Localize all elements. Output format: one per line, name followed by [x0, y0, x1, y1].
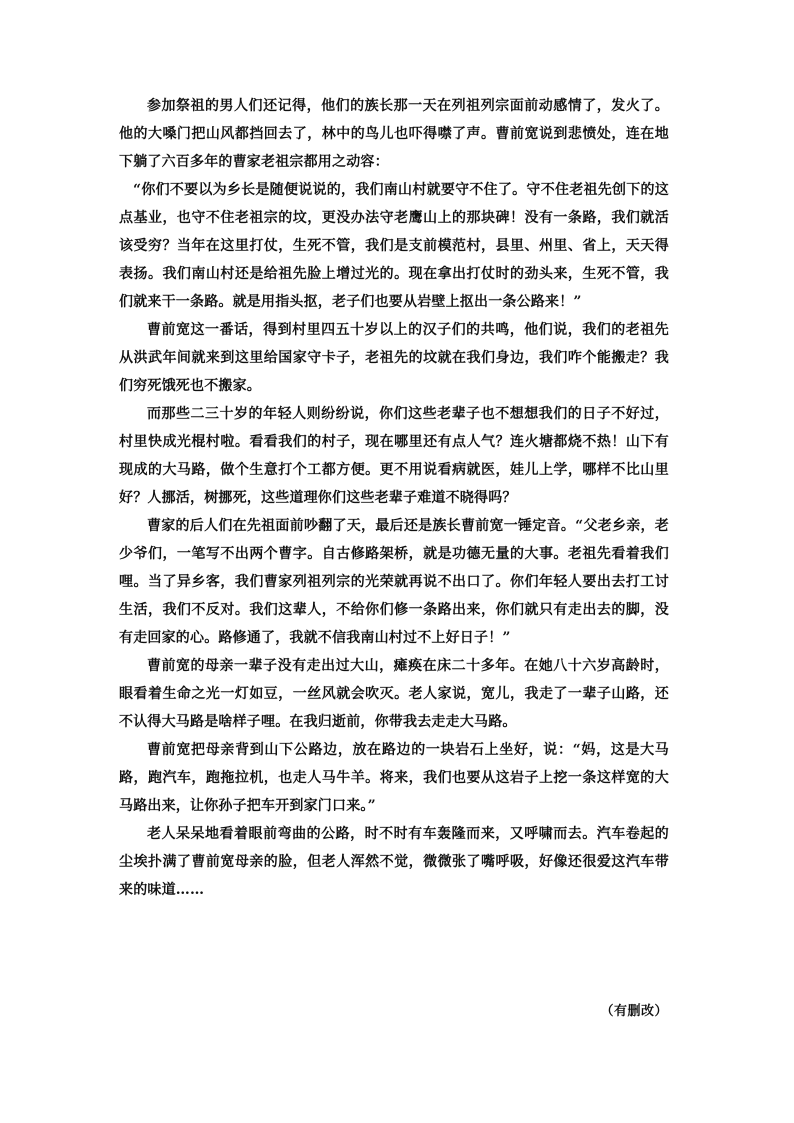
paragraph-5: 曹家的后人们在先祖面前吵翻了天，最后还是族长曹前宽一锤定音。“父老乡亲，老少爷们，一笔写不出两个曹字。自古修路架桥，就是功德无量的大事。老祖先看着我们哩。当了异乡客，我们曹家列祖列宗的光荣就再说不出口了。你们年轻人要出去打工讨生活，我们不反对。我们这辈人，不给你们修一条路出来，你们就只有走出去的脚，没有走回家的心。路修通了，我就不信我南山村过不上好日子！”: [119, 518, 669, 646]
paragraph-8: 老人呆呆地看着眼前弯曲的公路，时不时有车轰隆而来，又呼啸而去。汽车卷起的尘埃扑满了曹前宽母亲的脸，但老人浑然不觉，微微张了嘴呼吸，好像还很爱这汽车带来的味道……: [119, 826, 669, 898]
paragraph-7: 曹前宽把母亲背到山下公路边，放在路边的一块岩石上坐好，说：“妈，这是大马路，跑汽车，跑拖拉机，也走人马牛羊。将来，我们也要从这岩子上挖一条这样宽的大马路出来，让你孙子把车开到家门口来。”: [119, 742, 669, 814]
paragraph-1: 参加祭祖的男人们还记得，他们的族长那一天在列祖列宗面前动感情了，发火了。他的大嗓门把山风都挡回去了，林中的鸟儿也吓得噤了声。曹前宽说到悲愤处，连在地下躺了六百多年的曹家老祖宗都用之动容：: [119, 98, 669, 170]
paragraph-6: 曹前宽的母亲一辈子没有走出过大山，瘫痪在床二十多年。在她八十六岁高龄时，眼看着生命之光一灯如豆，一丝风就会吹灭。老人家说，宽儿，我走了一辈子山路，还不认得大马路是啥样子哩。在我归逝前，你带我去走走大马路。: [119, 658, 669, 730]
paragraph-4: 而那些二三十岁的年轻人则纷纷说，你们这些老辈子也不想想我们的日子不好过，村里快成光棍村啦。看看我们的村子，现在哪里还有点人气？连火塘都烧不热！山下有现成的大马路，做个生意打个工都方便。更不用说看病就医，娃儿上学，哪样不比山里好？人挪活，树挪死，这些道理你们这些老辈子难道不晓得吗？: [119, 406, 669, 506]
paragraph-2-quote: “你们不要以为乡长是随便说说的，我们南山村就要守不住了。守不住老祖先创下的这点基业，也守不住老祖宗的坟，更没办法守老鹰山上的那块碑！没有一条路，我们就活该受穷？当年在这里打仗，生死不管，我们是支前模范村，县里、州里、省上，天天得表扬。我们南山村还是给祖先脸上增过光的。现在拿出打仗时的劲头来，生死不管，我们就来干一条路。就是用指头抠，老子们也要从岩壁上抠出一条公路来！”: [119, 182, 669, 310]
paragraph-3: 曹前宽这一番话，得到村里四五十岁以上的汉子们的共鸣，他们说，我们的老祖先从洪武年间就来到这里给国家守卡子，老祖先的坟就在我们身边，我们咋个能搬走？我们穷死饿死也不搬家。: [119, 322, 669, 394]
article-body: [119, 92, 669, 904]
source-note: （有删改）: [600, 1004, 668, 1019]
